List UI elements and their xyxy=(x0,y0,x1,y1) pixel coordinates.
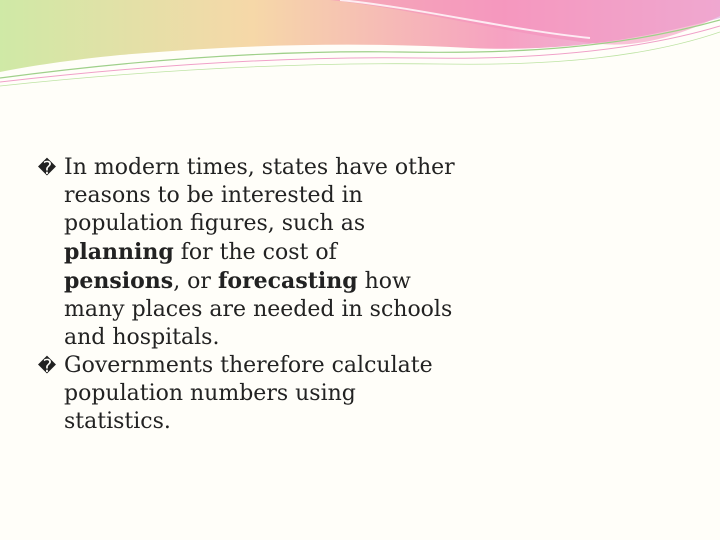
bullet-2-text: Governments therefore calculate population numbers using statistics. xyxy=(64,353,433,434)
bullet-1-text-b: for the cost of xyxy=(173,240,337,265)
header-decoration xyxy=(0,0,720,90)
slide-body xyxy=(36,154,456,436)
bullet-1-text-a: In modern times, states have other reasons to be interested in population figures, such as xyxy=(64,155,455,236)
bullet-1-pensions: pensions xyxy=(64,268,174,294)
bullet-1-text-d: how many places are needed in schools and hospitals. xyxy=(64,269,453,350)
bullet-1-text-c: , or xyxy=(173,269,218,294)
bullet-1 xyxy=(36,154,456,352)
bullet-marker-icon: � xyxy=(37,158,57,179)
bullet-1-forecasting: forecasting xyxy=(217,268,358,294)
bullet-1-planning: planning xyxy=(64,239,174,265)
bullet-2 xyxy=(36,352,456,436)
bullet-marker-icon: � xyxy=(37,356,57,377)
